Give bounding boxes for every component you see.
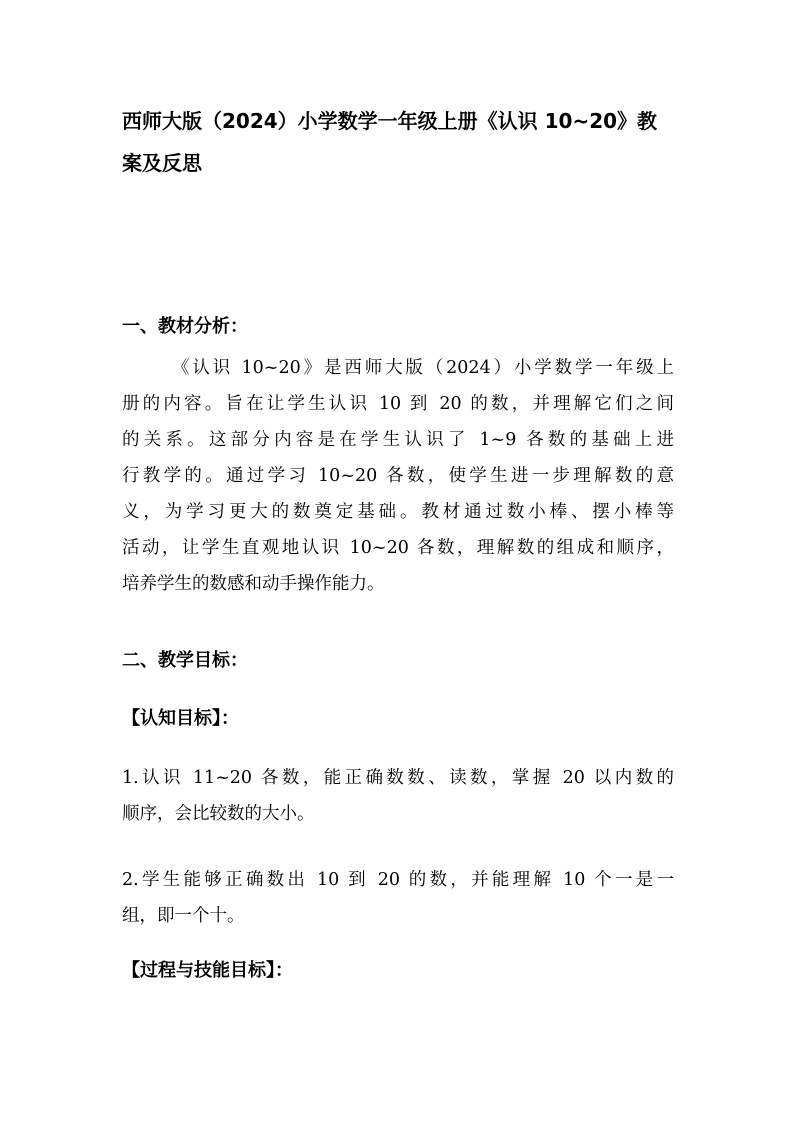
title-line-2: 案及反思	[122, 151, 202, 175]
document-title	[122, 100, 682, 184]
paragraph-textbook-analysis	[122, 350, 674, 602]
section-heading-teaching-objectives: 二、教学目标：	[122, 650, 248, 671]
paragraph-line: 册的内容。旨在让学生认识 10 到 20 的数，并理解它们之间	[122, 394, 674, 414]
objective-item-2	[122, 862, 674, 934]
objective-item-1	[122, 760, 674, 832]
subheading-process-skill-objectives: 【过程与技能目标】：	[122, 960, 293, 981]
paragraph-line: 行教学的。通过学习 10~20 各数，使学生进一步理解数的意	[122, 466, 674, 486]
paragraph-line: 活动，让学生直观地认识 10~20 各数，理解数的组成和顺序，	[122, 538, 674, 558]
subheading-cognitive-objectives: 【认知目标】：	[122, 708, 239, 729]
paragraph-line: 义，为学习更大的数奠定基础。教材通过数小棒、摆小棒等	[122, 502, 674, 522]
objective-line: 顺序，会比较数的大小。	[122, 804, 315, 824]
paragraph-line: 的关系。这部分内容是在学生认识了 1~9 各数的基础上进	[122, 430, 674, 450]
section-heading-textbook-analysis: 一、教材分析：	[122, 316, 248, 337]
title-line-1: 西师大版（2024）小学数学一年级上册《认识 10~20》教	[122, 109, 658, 133]
paragraph-line: 培养学生的数感和动手操作能力。	[122, 574, 385, 594]
objective-line: 1.认识 11~20 各数，能正确数数、读数，掌握 20 以内数的	[122, 768, 674, 788]
objective-line: 2.学生能够正确数出 10 到 20 的数，并能理解 10 个一是一	[122, 870, 674, 890]
paragraph-line: 《认识 10~20》是西师大版（2024）小学数学一年级上	[172, 358, 674, 378]
objective-line: 组，即一个十。	[122, 906, 245, 926]
